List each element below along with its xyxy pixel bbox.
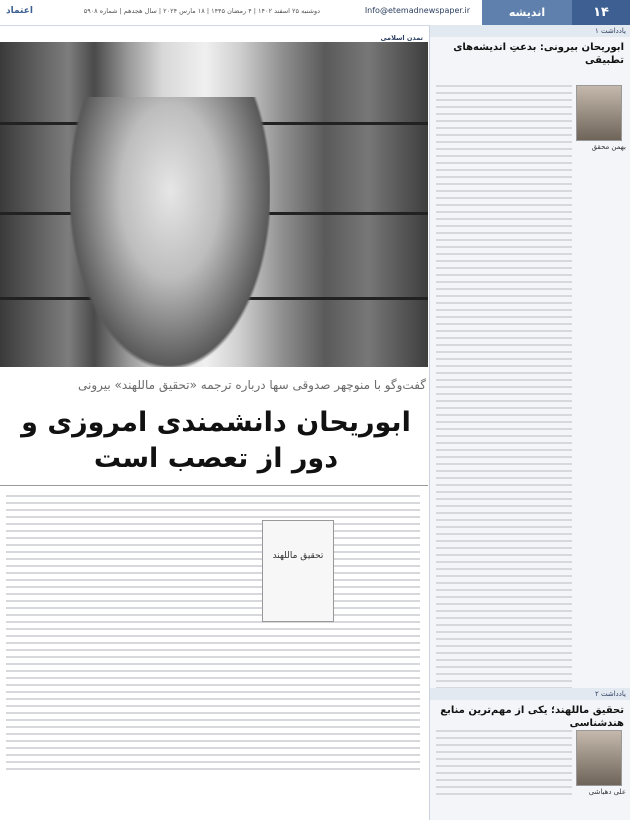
- note2-tag: یادداشت ۲: [430, 688, 630, 700]
- note2-text: [436, 730, 572, 810]
- article-text-body: [6, 495, 420, 815]
- top-bar: [0, 0, 630, 26]
- notes-column: [429, 25, 630, 820]
- headline: ابوریحان دانشمندی امروزی و دور از تعصب است: [21, 407, 411, 474]
- logo: اعتماد: [6, 6, 33, 16]
- email[interactable]: Info@etemadnewspaper.ir: [364, 6, 470, 15]
- kicker: گفت‌وگو با منوچهر صدوقی سها درباره ترجمه «تحقیق ماللهند» بیرونی: [78, 378, 426, 392]
- section-name: اندیشه: [482, 0, 572, 25]
- man-figure: [70, 97, 270, 367]
- note2-title: تحقیق ماللهند؛ یکی از مهم‌ترین منابع هندشناسی: [440, 705, 624, 729]
- page-number: ۱۴: [572, 0, 630, 25]
- note1-author: بهمن محقق: [576, 85, 626, 151]
- book-cover-image: [262, 520, 334, 622]
- note1-title: ابوریحان بیرونی: بدعتِ اندیشه‌های تطبیقی: [453, 42, 624, 66]
- note2-author: علی دهباشی: [576, 730, 626, 796]
- section-label: تمدن اسلامی: [380, 34, 423, 42]
- note2-block: [430, 688, 630, 730]
- divider: [0, 485, 428, 486]
- article-text-top: [405, 60, 423, 360]
- note1-text: [436, 85, 572, 705]
- dateline: دوشنبه ۲۵ اسفند ۱۴۰۲ | ۴ رمضان ۱۴۴۵ | ۱۸ مارس ۲۰۲۴ | سال هجدهم | شماره ۵۹۰۸: [83, 7, 320, 15]
- author-photo: [576, 85, 622, 141]
- portrait-photo: [0, 42, 428, 367]
- author-photo-2: [576, 730, 622, 786]
- book-title: تحقیق ماللهند: [272, 551, 324, 561]
- note1-tag: یادداشت ۱: [430, 25, 630, 37]
